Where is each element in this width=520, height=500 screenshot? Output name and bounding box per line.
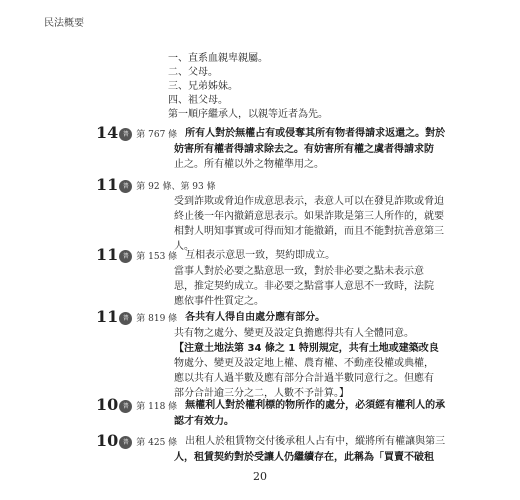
list-note: 第一順序繼承人，以親等近者為先。 [168,109,328,120]
page-number: 20 [253,470,267,483]
list-item: 一、直系血親卑親屬。 [168,53,268,64]
article-text: 出租人於租賃物交付後承租人占有中，縱將所有權讓與第三 [185,435,446,447]
article-text: 人。 [174,241,194,252]
article-text: 所有人對於無權占有或侵奪其所有物者得請求返還之。對於 [185,127,446,139]
article-text: 互相表示意思一致，契約即成立。 [185,249,336,261]
article-767 [96,123,446,172]
article-819 [96,307,440,401]
list-item: 四、祖父母。 [168,95,228,106]
article-text: 當事人對於必要之點意思一致，對於非必要之點未表示意 [174,266,424,277]
article-92-93 [96,175,444,254]
article-number: 第 92 條、第 93 條 [136,181,216,192]
exam-type-icon: 普 [119,128,132,141]
exam-count-badge: 11 普 [96,245,132,265]
exam-type-icon: 普 [119,436,132,449]
exam-count-badge: 14 普 [96,123,132,143]
article-text: 止之。所有權以外之物權準用之。 [174,159,324,170]
article-text: 思，推定契約成立。非必要之點當事人意思不一致時，法院 [174,281,434,292]
exam-count-badge: 10 普 [96,395,132,415]
article-text: 終止後一年內撤銷意思表示。如果詐欺是第三人所作的，就要 [174,211,444,222]
article-text: 應以共有人過半數及應有部分合計過半數同意行之。但應有 [174,373,434,384]
article-number: 第 153 條 [136,251,178,262]
exam-count-badge: 10 普 [96,431,132,451]
article-425 [96,431,446,465]
article-text: 物處分、變更及設定地上權、農育權、不動產役權或典權， [174,358,434,369]
list-item: 二、父母。 [168,67,218,78]
article-text: 共有物之處分、變更及設定負擔應得共有人全體同意。 [174,328,414,339]
article-text: 各共有人得自由處分應有部分。 [185,311,326,323]
article-text: 相對人明知事實或可得而知才能撤銷，而且不能對抗善意第三 [174,226,444,237]
article-text: 應依事件性質定之。 [174,296,264,307]
exam-type-icon: 普 [119,312,132,325]
article-153 [96,245,440,309]
article-number: 第 819 條 [136,313,178,324]
exam-type-icon: 普 [119,180,132,193]
exam-count-badge: 11 普 [96,307,132,327]
article-118 [96,395,446,429]
running-header: 民法概要 [44,18,84,29]
exam-type-icon: 普 [119,250,132,263]
exam-count-badge: 11 普 [96,175,132,195]
heir-order-list [168,52,328,122]
article-number: 第 425 條 [136,437,178,448]
exam-type-icon: 普 [119,400,132,413]
article-text: 認才有效力。 [174,416,234,427]
article-text: 無權利人對於權利標的物所作的處分，必須經有權利人的承 [185,399,446,411]
list-item: 三、兄弟姊妹。 [168,81,238,92]
article-text: 受到詐欺或脅迫作成意思表示，表意人可以在發見詐欺或脅迫 [174,196,444,207]
article-text: 人，租賃契約對於受讓人仍繼續存在，此稱為「買賣不破租 [174,452,434,463]
article-number: 第 118 條 [136,401,178,412]
article-number: 第 767 條 [136,129,178,140]
article-text: 妨害所有權者得請求除去之。有妨害所有權之虞者得請求防 [174,144,434,155]
article-text: 【注意土地法第 34 條之 1 特別規定，共有土地或建築改良 [174,343,439,354]
article-text: 部分合計逾三分之二，人數不予計算。】 [174,388,349,399]
